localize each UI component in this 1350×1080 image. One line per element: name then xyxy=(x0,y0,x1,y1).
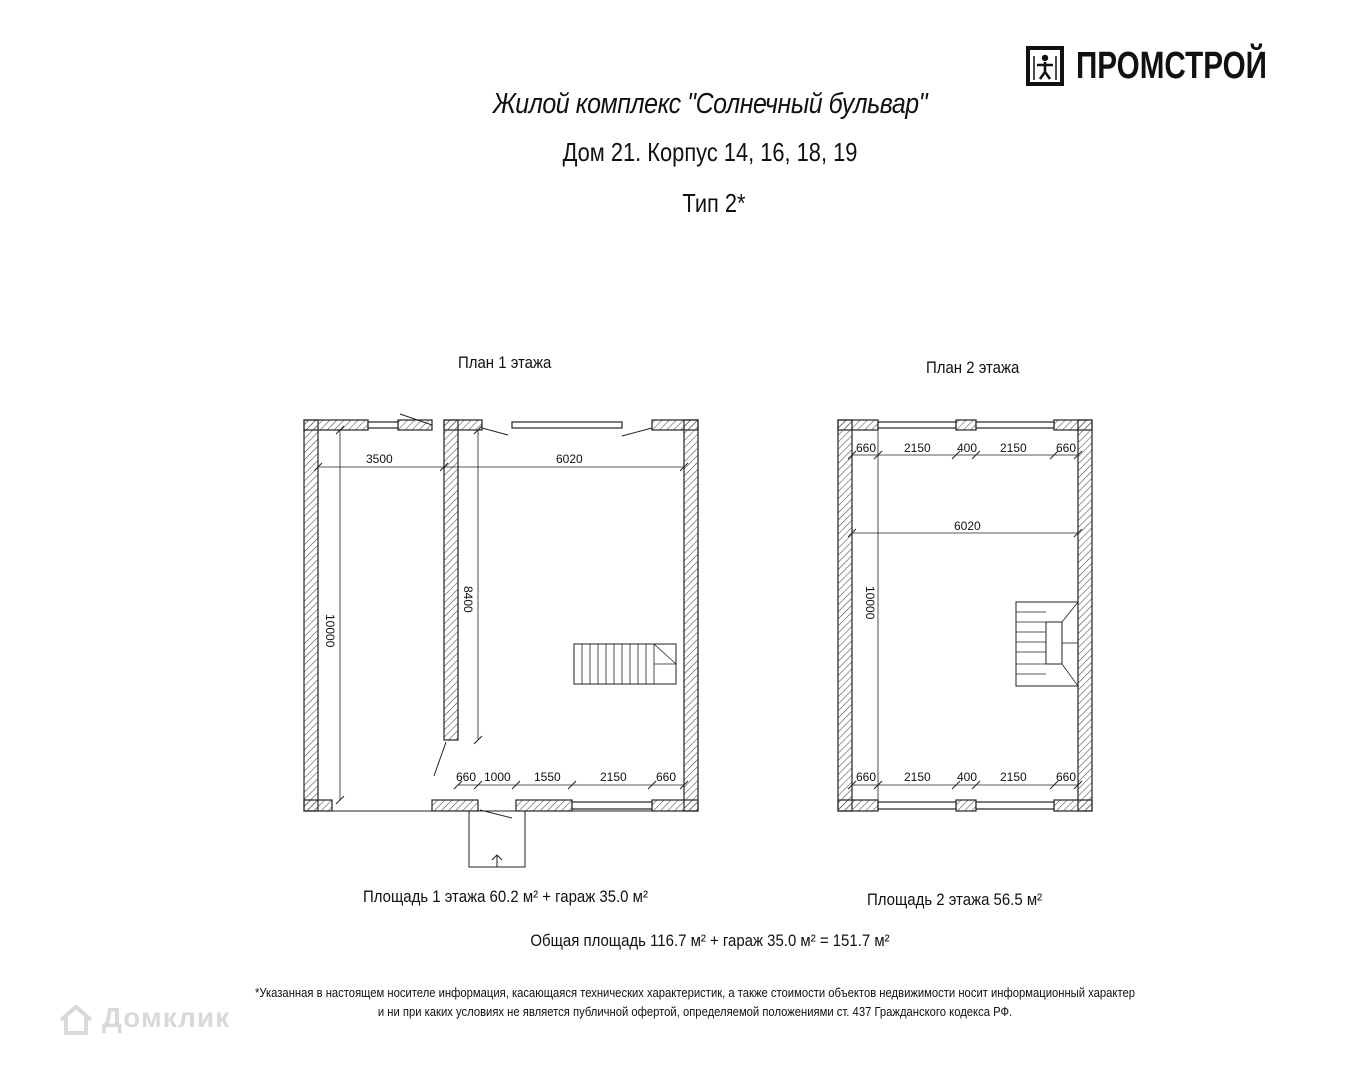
plan2-dim-top-5: 660 xyxy=(1056,441,1077,455)
plan1-dim-bottom-5: 660 xyxy=(656,770,677,784)
plan1-dim-main-height: 8400 xyxy=(461,586,475,613)
disclaimer-line-1: *Указанная в настоящем носителе информация, касающаяся технических характеристик, а также стоимости объектов недвижимости носит информационный характер xyxy=(254,986,1136,1000)
plan2-dim-bottom-1: 660 xyxy=(856,770,877,784)
plan1-dim-bottom-1: 660 xyxy=(456,770,477,784)
plan1-area: Площадь 1 этажа 60.2 м² + гараж 35.0 м² xyxy=(363,887,648,906)
total-area: Общая площадь 116.7 м² + гараж 35.0 м² = 151.7 м² xyxy=(530,931,890,950)
plan2-dim-height: 10000 xyxy=(863,586,877,620)
plan2-dim-bottom-5: 660 xyxy=(1056,770,1077,784)
plan1-dim-main-width: 6020 xyxy=(556,452,583,466)
disclaimer-line-2: и ни при каких условиях не является публичной офертой, определяемой положениями ст. 437 Гражданского кодекса РФ. xyxy=(377,1005,1013,1019)
plan1-label: План 1 этажа xyxy=(458,353,552,372)
plan2-dim-bottom-3: 400 xyxy=(957,770,978,784)
plan2-dim-bottom-4: 2150 xyxy=(1000,770,1027,784)
building-subtitle: Дом 21. Корпус 14, 16, 18, 19 xyxy=(562,137,858,167)
plan2-area: Площадь 2 этажа 56.5 м² xyxy=(867,890,1043,909)
plan2-dim-top-3: 400 xyxy=(957,441,978,455)
plan2-dim-top-4: 2150 xyxy=(1000,441,1027,455)
plan2-dim-top-2: 2150 xyxy=(904,441,931,455)
house-icon xyxy=(58,1004,94,1036)
plan2-dim-width: 6020 xyxy=(954,519,981,533)
plan1-dim-left-width: 3500 xyxy=(366,452,393,466)
plan1-dim-bottom-3: 1550 xyxy=(534,770,561,784)
layout-type: Тип 2* xyxy=(682,188,746,218)
brand-name: ПРОМСТРОЙ xyxy=(1076,45,1267,87)
plan1-walls xyxy=(304,420,698,811)
plan1-dim-bottom-2: 1000 xyxy=(484,770,511,784)
plan2-dim-bottom-2: 2150 xyxy=(904,770,931,784)
watermark-text: Домклик xyxy=(102,1002,231,1033)
plan1-dim-bottom-4: 2150 xyxy=(600,770,627,784)
complex-title: Жилой комплекс "Солнечный бульвар" xyxy=(492,88,928,120)
plan1-dim-left-height: 10000 xyxy=(323,614,337,648)
plan2-dim-top-1: 660 xyxy=(856,441,877,455)
plan2-label: План 2 этажа xyxy=(926,358,1020,377)
